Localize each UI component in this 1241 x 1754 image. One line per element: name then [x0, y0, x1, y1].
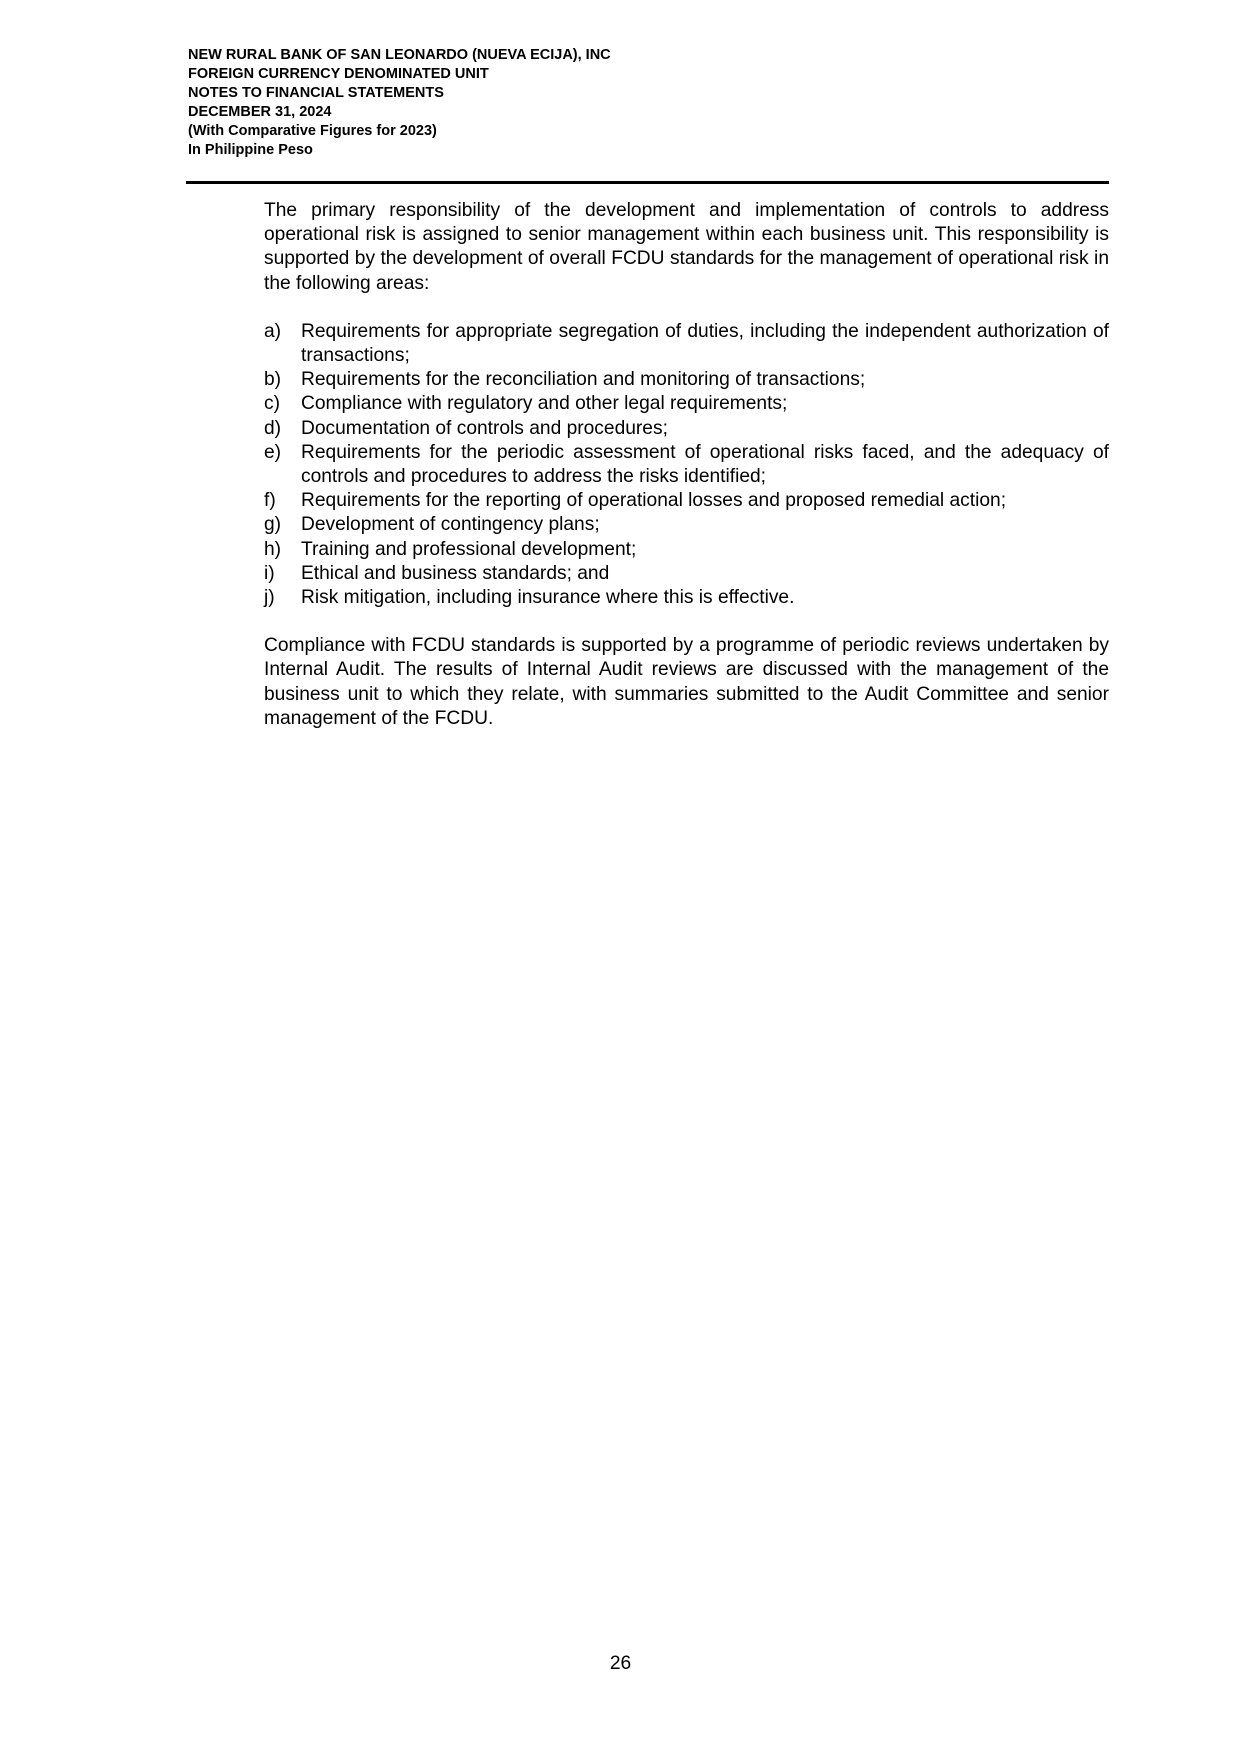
list-marker: f) — [264, 490, 276, 512]
header-unit-name: FOREIGN CURRENCY DENOMINATED UNIT — [188, 66, 489, 82]
list-item — [264, 586, 1109, 610]
list-item — [264, 489, 1109, 513]
list-marker: b) — [264, 369, 282, 391]
list-item-text: Risk mitigation, including insurance where this is effective. — [301, 587, 795, 609]
report-header — [188, 46, 888, 160]
list-item — [264, 417, 1109, 441]
list-item-text: Training and professional development; — [301, 538, 637, 560]
list-item — [264, 368, 1109, 392]
list-item-text: Requirements for the periodic assessment of operational risks faced, and the adequacy of controls and procedures to address the risks identified; — [301, 441, 1109, 488]
document-body — [264, 199, 1109, 731]
intro-paragraph: The primary responsibility of the development and implementation of controls to address operational risk is assigned to senior management within each business unit. This responsibility is supported by the development of overall FCDU standards for the management of operational risk in the following areas: — [264, 200, 1109, 294]
header-date: DECEMBER 31, 2024 — [188, 104, 332, 120]
list-item-text: Requirements for appropriate segregation of duties, including the independent authorization of transactions; — [301, 320, 1109, 367]
list-item-text: Documentation of controls and procedures; — [301, 417, 668, 439]
header-divider — [186, 181, 1109, 184]
list-marker: e) — [264, 441, 282, 463]
operational-risk-standards-list — [264, 320, 1109, 610]
header-comparative-note: (With Comparative Figures for 2023) — [188, 123, 437, 139]
list-marker: j) — [264, 587, 275, 609]
list-marker: i) — [264, 562, 275, 584]
list-item-text: Compliance with regulatory and other legal requirements; — [301, 393, 788, 415]
list-item — [264, 538, 1109, 562]
list-item — [264, 562, 1109, 586]
list-marker: c) — [264, 393, 280, 415]
list-item-text: Requirements for the reporting of operational losses and proposed remedial action; — [301, 490, 1007, 512]
list-item — [264, 441, 1109, 489]
closing-paragraph: Compliance with FCDU standards is supported by a programme of periodic reviews undertaken by Internal Audit. The results of Internal Audit reviews are discussed with the management of the business unit to which they relate, with summaries submitted to the Audit Committee and senior management of the FCDU. — [264, 635, 1109, 729]
list-marker: d) — [264, 417, 282, 439]
header-company-name: NEW RURAL BANK OF SAN LEONARDO (NUEVA ECIJA), INC — [188, 47, 611, 63]
list-marker: a) — [264, 320, 282, 342]
list-item-text: Development of contingency plans; — [301, 514, 600, 536]
page-number: 26 — [609, 1653, 632, 1674]
list-item — [264, 320, 1109, 368]
list-item-text: Requirements for the reconciliation and monitoring of transactions; — [301, 369, 866, 391]
list-marker: h) — [264, 538, 282, 560]
list-marker: g) — [264, 514, 282, 536]
header-currency: In Philippine Peso — [188, 142, 313, 158]
list-item-text: Ethical and business standards; and — [301, 562, 610, 584]
list-item — [264, 513, 1109, 537]
list-item — [264, 392, 1109, 416]
header-statement-title: NOTES TO FINANCIAL STATEMENTS — [188, 85, 444, 101]
